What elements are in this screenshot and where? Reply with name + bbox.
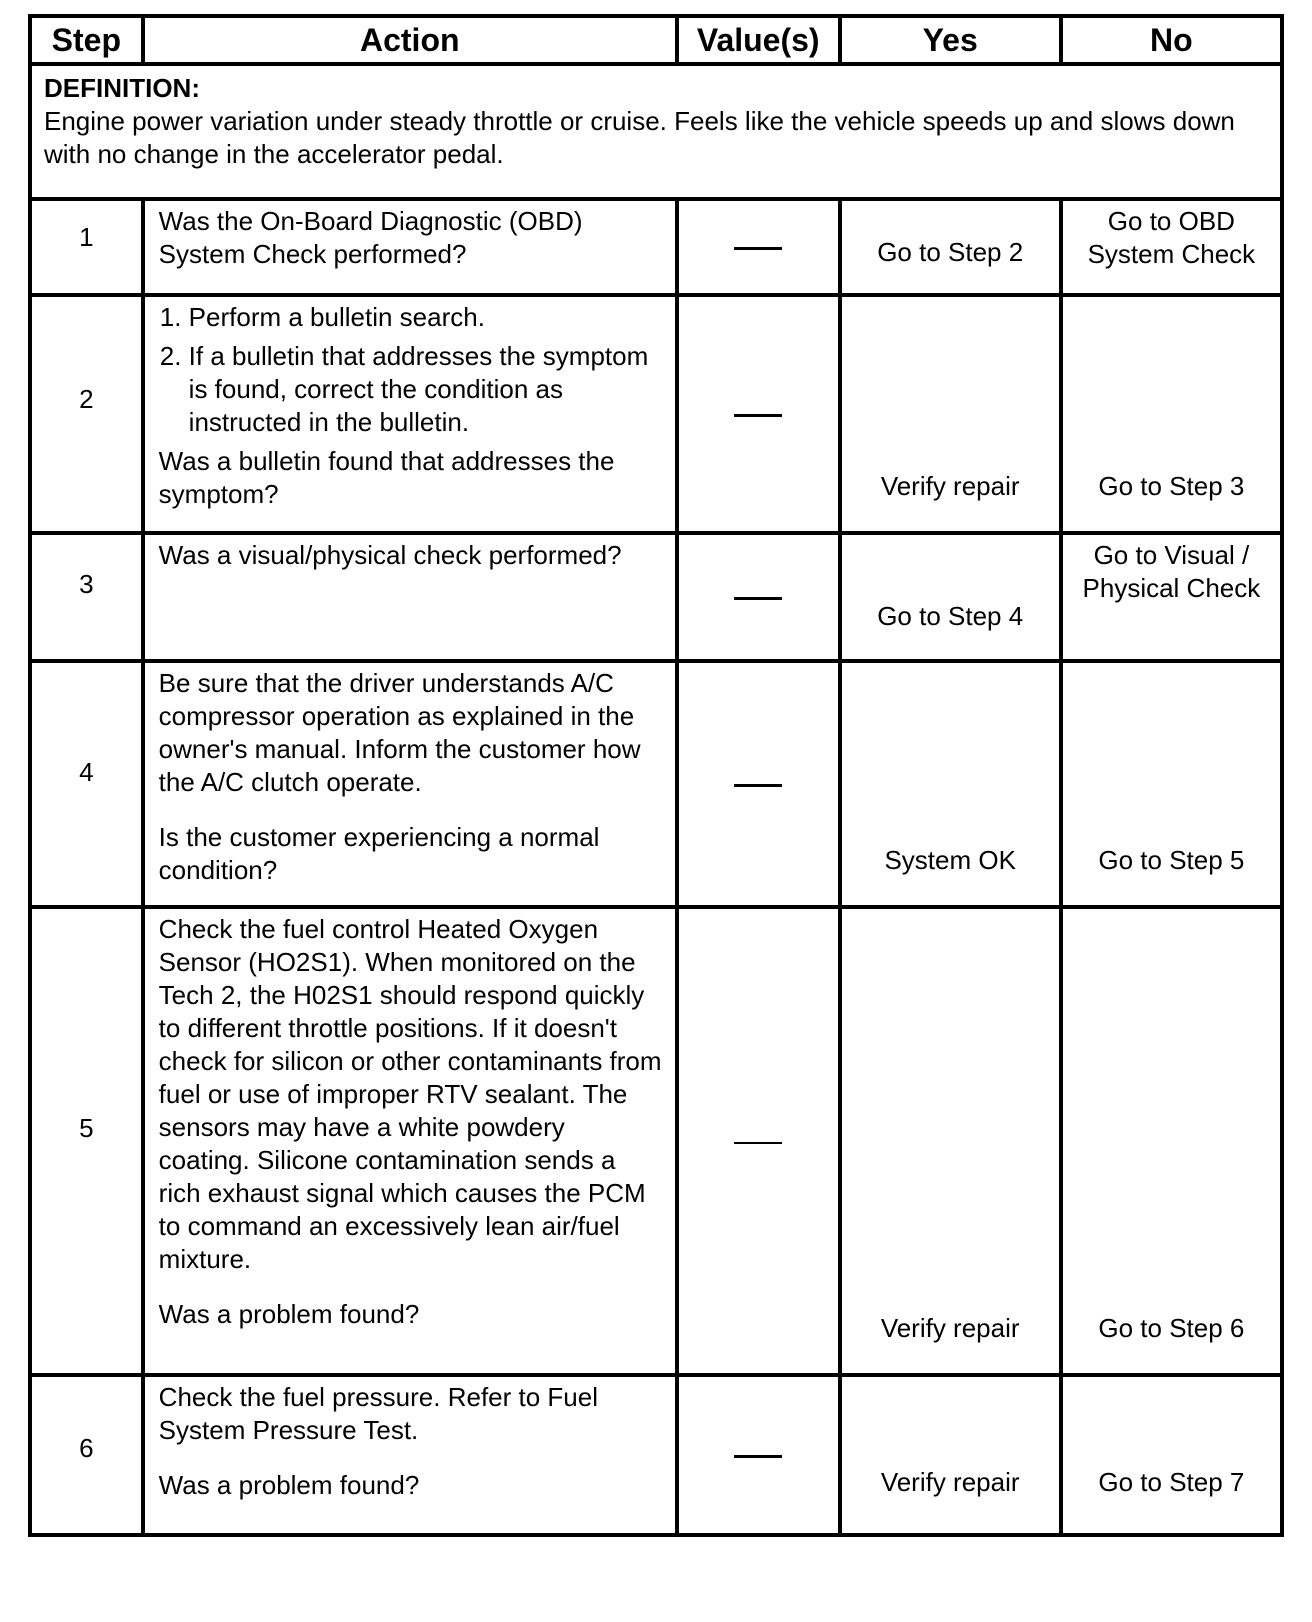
action-text: Check the fuel pressure. Refer to Fuel System Pressure Test. bbox=[158, 1382, 598, 1445]
definition-row bbox=[30, 64, 1282, 199]
yes-cell bbox=[840, 295, 1061, 533]
action-question: Was a problem found? bbox=[158, 1470, 420, 1500]
step-number-text: 1 bbox=[79, 221, 94, 252]
action-question: Was a visual/physical check performed? bbox=[158, 540, 622, 570]
value-dash bbox=[734, 1455, 782, 1458]
step-number-text: 6 bbox=[79, 1432, 94, 1463]
value-dash bbox=[734, 414, 782, 417]
definition-cell bbox=[30, 64, 1282, 199]
diagnostic-table-container bbox=[28, 14, 1284, 1594]
yes-answer: Go to Step 4 bbox=[877, 601, 1024, 631]
action-question: Was a problem found? bbox=[158, 1299, 420, 1329]
no-cell bbox=[1061, 661, 1282, 907]
value-dash bbox=[734, 247, 782, 250]
value-dash bbox=[734, 597, 782, 600]
no-answer: Go to Step 3 bbox=[1098, 471, 1245, 501]
header-action: Action bbox=[143, 16, 677, 64]
step-number bbox=[30, 199, 143, 295]
step-number bbox=[30, 1375, 143, 1535]
no-answer: Go to Visual / Physical Check bbox=[1082, 540, 1261, 603]
value-cell bbox=[677, 199, 840, 295]
value-cell bbox=[677, 295, 840, 533]
definition-text: Engine power variation under steady throttle or cruise. Feels like the vehicle speeds up and slows down with no change in the accelerator pedal. bbox=[44, 106, 1235, 169]
action-cell bbox=[143, 907, 677, 1375]
value-cell bbox=[677, 661, 840, 907]
value-dash bbox=[734, 784, 782, 787]
table-row-step-2 bbox=[30, 295, 1282, 533]
header-yes: Yes bbox=[840, 16, 1061, 64]
step-number-text: 4 bbox=[79, 756, 94, 787]
step-number bbox=[30, 295, 143, 533]
no-cell bbox=[1061, 295, 1282, 533]
yes-answer: Go to Step 2 bbox=[877, 237, 1024, 267]
yes-answer: System OK bbox=[884, 845, 1016, 875]
step-number-text: 2 bbox=[79, 383, 94, 414]
action-step-item: 2. If a bulletin that addresses the symptom is found, correct the condition as instructed in the bulletin. bbox=[189, 340, 663, 439]
action-cell bbox=[143, 295, 677, 533]
yes-cell bbox=[840, 907, 1061, 1375]
action-cell bbox=[143, 533, 677, 661]
no-cell bbox=[1061, 533, 1282, 661]
yes-cell bbox=[840, 1375, 1061, 1535]
no-cell bbox=[1061, 199, 1282, 295]
action-cell bbox=[143, 661, 677, 907]
no-answer: Go to Step 6 bbox=[1098, 1313, 1245, 1343]
header-no: No bbox=[1061, 16, 1282, 64]
header-row bbox=[30, 16, 1282, 64]
table-row-step-4 bbox=[30, 661, 1282, 907]
no-answer: Go to Step 7 bbox=[1098, 1467, 1245, 1497]
yes-cell bbox=[840, 533, 1061, 661]
yes-cell bbox=[840, 199, 1061, 295]
table-row-step-1 bbox=[30, 199, 1282, 295]
yes-answer: Verify repair bbox=[880, 1313, 1020, 1343]
value-dash bbox=[734, 1142, 782, 1144]
no-answer: Go to OBD System Check bbox=[1087, 206, 1256, 269]
action-steps-list bbox=[159, 301, 663, 439]
no-cell bbox=[1061, 1375, 1282, 1535]
step-number-text: 5 bbox=[79, 1112, 94, 1143]
step-number-text: 3 bbox=[79, 568, 94, 599]
definition-title: DEFINITION: bbox=[44, 73, 200, 103]
action-cell bbox=[143, 199, 677, 295]
yes-cell bbox=[840, 661, 1061, 907]
table-row-step-3 bbox=[30, 533, 1282, 661]
action-question: Is the customer experiencing a normal condition? bbox=[158, 822, 600, 885]
yes-answer: Verify repair bbox=[880, 471, 1020, 501]
table-row-step-6 bbox=[30, 1375, 1282, 1535]
step-number bbox=[30, 907, 143, 1375]
step-number bbox=[30, 661, 143, 907]
action-cell bbox=[143, 1375, 677, 1535]
step-number bbox=[30, 533, 143, 661]
action-text: Check the fuel control Heated Oxygen Sensor (HO2S1). When monitored on the Tech 2, the H02S1 should respond quickly to different throttle positions. If it doesn't check for silicon or other contaminants from fuel or use of improper RTV sealant. The sensors may have a white powdery coating. Silicone contamination sends a rich exhaust signal which causes the PCM to command an excessively lean air/fuel mixture. bbox=[158, 914, 662, 1274]
no-answer: Go to Step 5 bbox=[1098, 845, 1245, 875]
header-values: Value(s) bbox=[677, 16, 840, 64]
diagnostic-table bbox=[28, 14, 1284, 1537]
action-step-item: 1. Perform a bulletin search. bbox=[189, 301, 663, 334]
value-cell bbox=[677, 533, 840, 661]
no-cell bbox=[1061, 907, 1282, 1375]
action-question: Was a bulletin found that addresses the symptom? bbox=[158, 446, 615, 509]
action-question: Was the On-Board Diagnostic (OBD) System Check performed? bbox=[158, 206, 583, 269]
value-cell bbox=[677, 907, 840, 1375]
table-row-step-5 bbox=[30, 907, 1282, 1375]
yes-answer: Verify repair bbox=[880, 1467, 1020, 1497]
header-step: Step bbox=[30, 16, 143, 64]
action-text: Be sure that the driver understands A/C compressor operation as explained in the owner's manual. Inform the customer how the A/C clutch operate. bbox=[158, 668, 641, 797]
value-cell bbox=[677, 1375, 840, 1535]
